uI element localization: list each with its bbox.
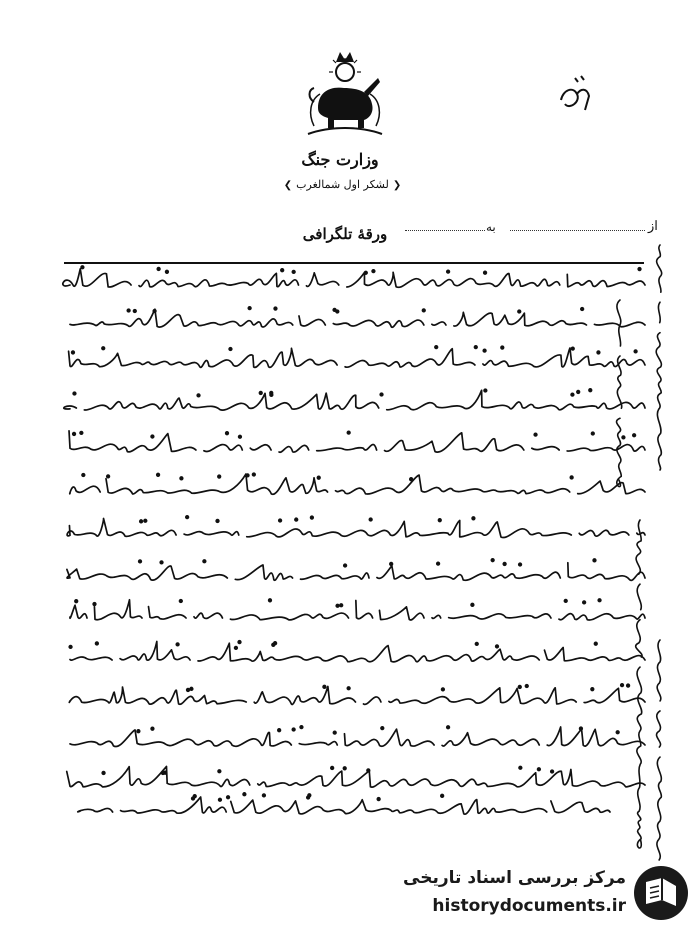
to-label: به — [486, 220, 496, 234]
ministry-name: وزارت جنگ — [301, 150, 379, 169]
from-label: از — [648, 219, 658, 234]
unit-name: ❮ لشکر اول شمالغرب ❯ — [255, 178, 430, 191]
footer-org-name: مرکز بررسی اسناد تاریخی — [403, 868, 626, 888]
footer-website: historydocuments.ir — [432, 896, 626, 916]
form-title: ورقهٔ تلگرافی — [302, 225, 388, 243]
archive-logo-icon — [632, 864, 690, 922]
archive-footer — [403, 860, 692, 926]
